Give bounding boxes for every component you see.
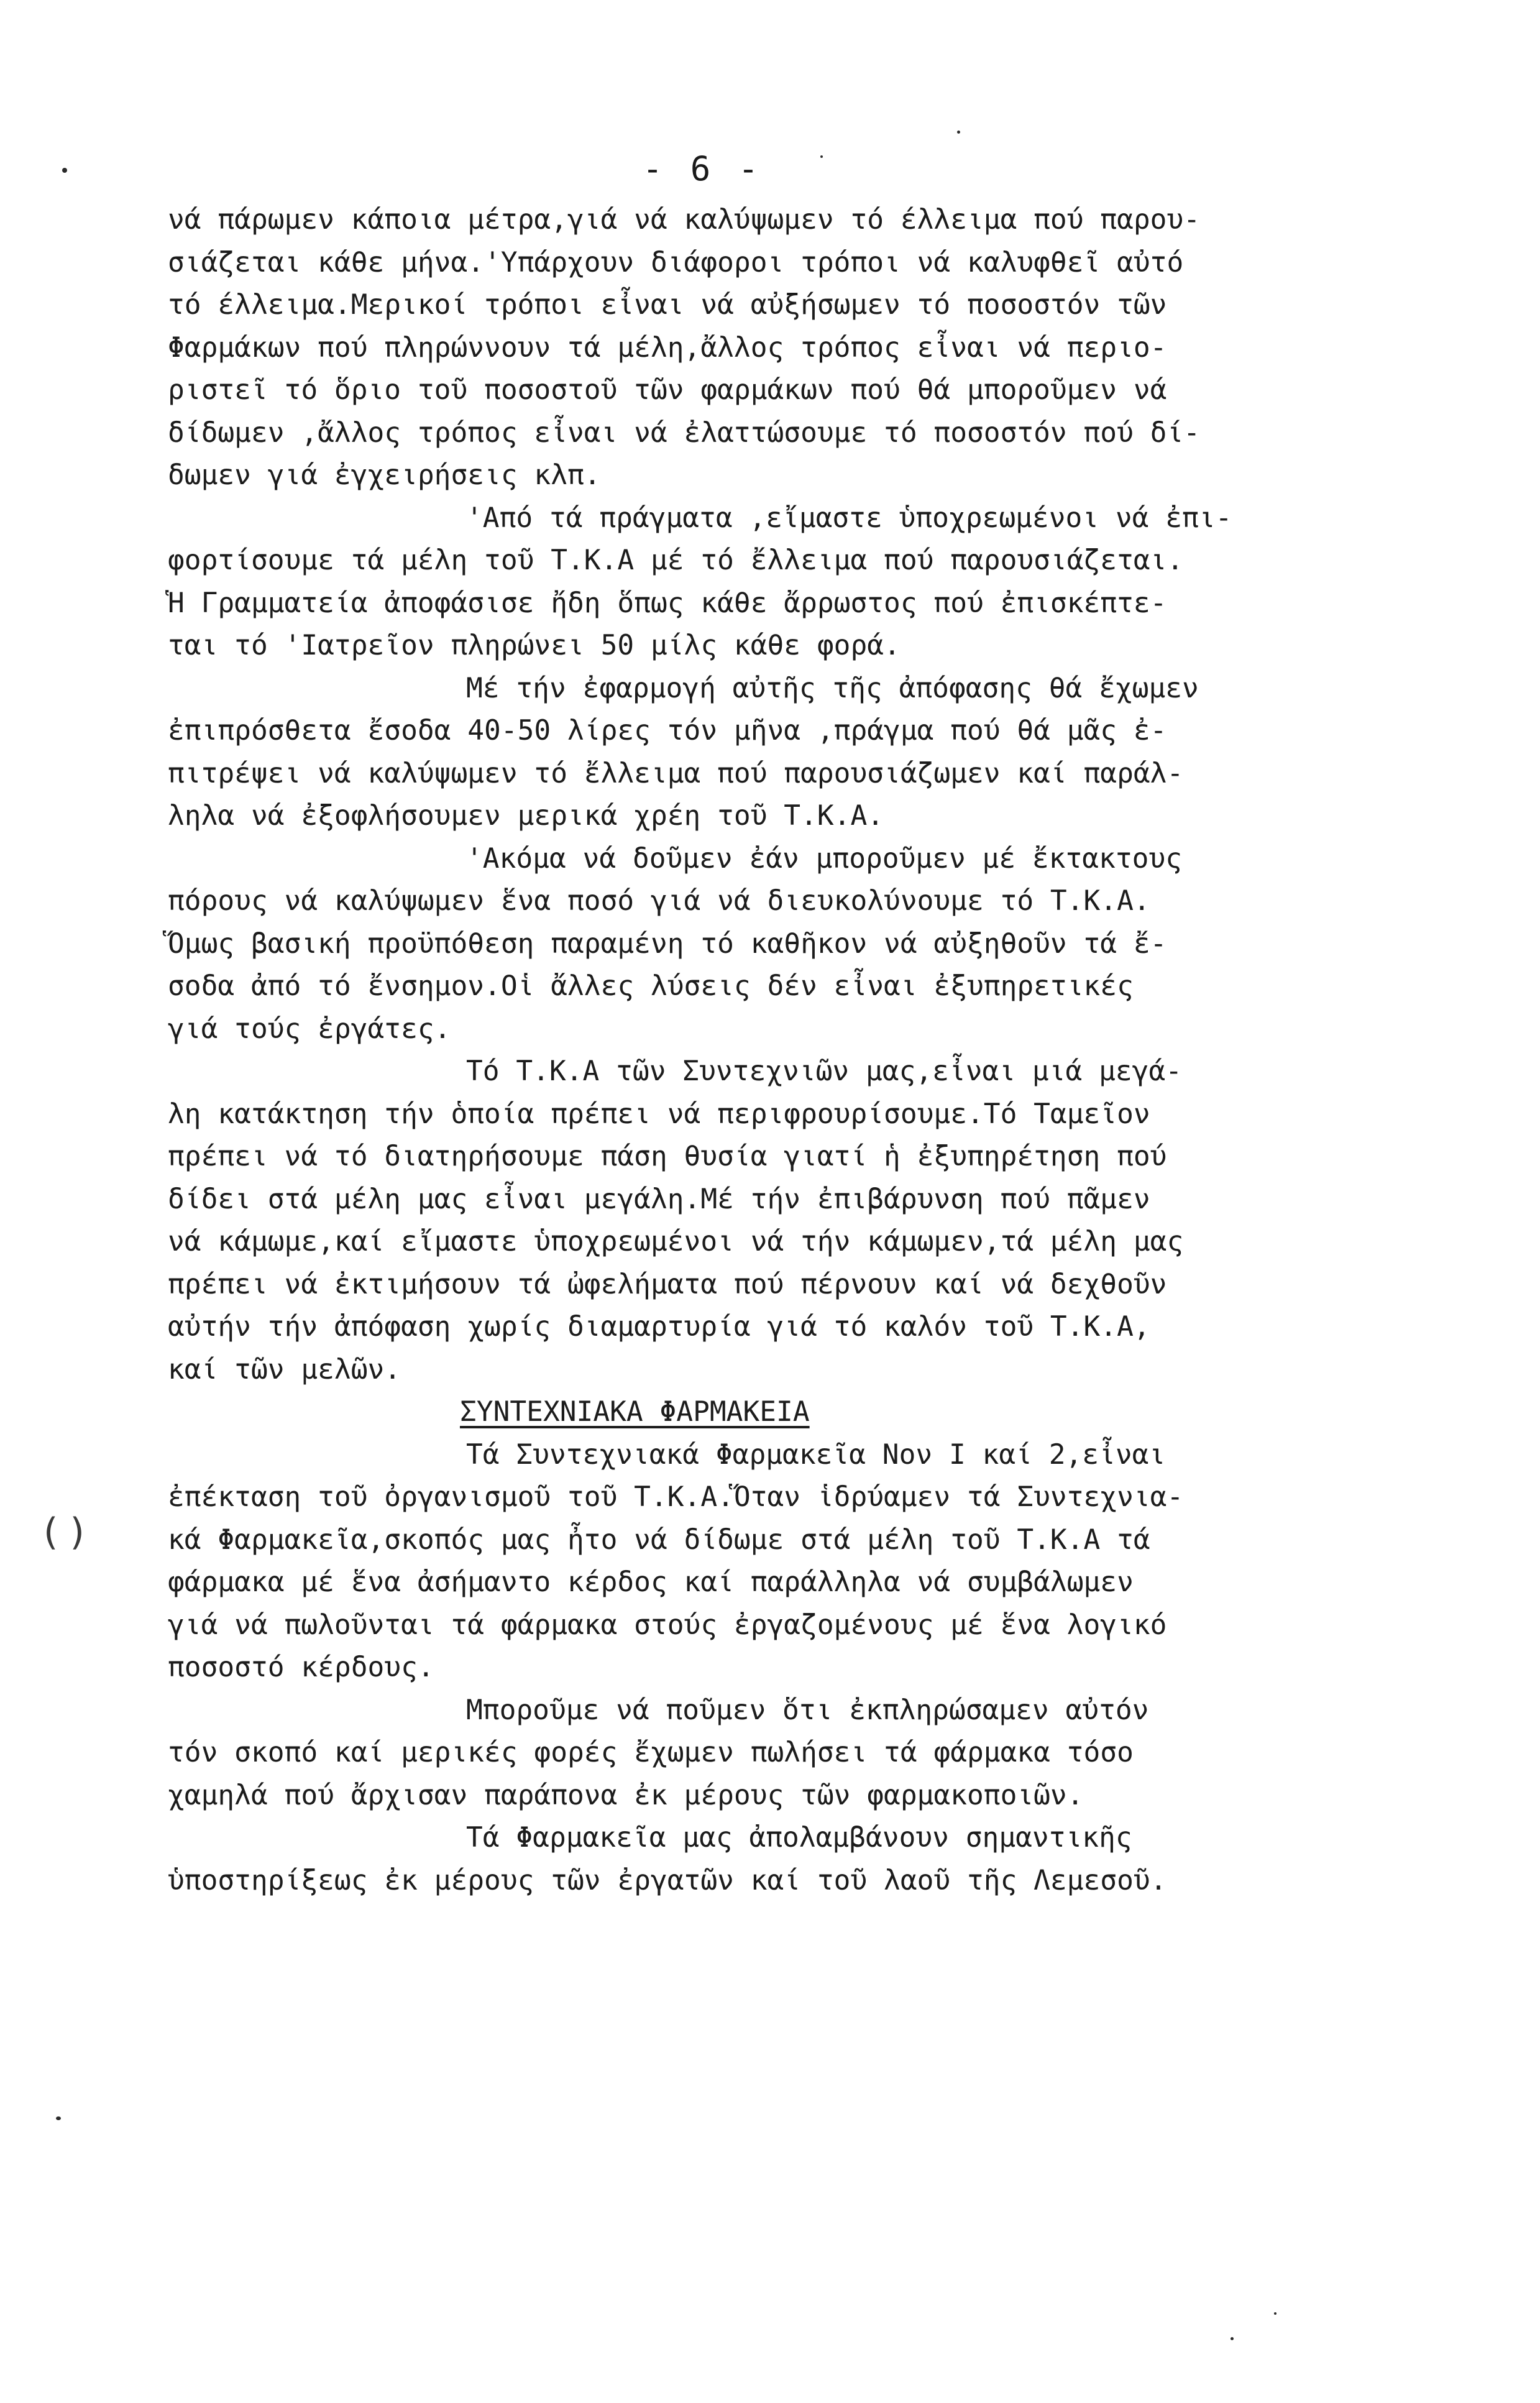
body-text — [168, 199, 1349, 1902]
text-line: 'Από τά πράγματα ,εἴμαστε ὑποχρεωμένοι νά ἐπι- — [466, 502, 1232, 534]
scan-speck — [56, 2116, 61, 2120]
text-line: δωμεν γιά ἐγχειρήσεις κλπ. — [168, 459, 601, 491]
text-line: ληλα νά ἐξοφλήσουμεν μερικά χρέη τοῦ Τ.Κ.Α. — [168, 800, 884, 832]
text-line: κά Φαρμακεῖα,σκοπός μας ἦτο νά δίδωμε στά μέλη τοῦ Τ.Κ.Α τά — [168, 1523, 1150, 1556]
text-line: λη κατάκτηση τήν ὁποία πρέπει νά περιφρουρίσουμε.Τό Ταμεῖον — [168, 1098, 1150, 1130]
page-number: - 6 - — [642, 149, 763, 188]
text-line: σοδα ἀπό τό ἔνσημον.Οἱ ἄλλες λύσεις δέν εἶναι ἐξυπηρετικές — [168, 970, 1134, 1002]
text-line: Τά Φαρμακεῖα μας ἀπολαμβάνουν σημαντικῆς — [466, 1822, 1132, 1854]
text-line: ποσοστό κέρδους. — [168, 1652, 434, 1683]
text-line: φάρμακα μέ ἕνα ἀσήμαντο κέρδος καί παράλληλα νά συμβάλωμεν — [168, 1566, 1134, 1598]
text-line: γιά νά πωλοῦνται τά φάρμακα στούς ἐργαζομένους μέ ἕνα λογικό — [168, 1609, 1167, 1641]
text-line: ἐπέκταση τοῦ ὀργανισμοῦ τοῦ Τ.Κ.Α.Ὅταν ἱδρύαμεν τά Συντεχνια- — [168, 1481, 1184, 1513]
text-line: αὐτήν τήν ἀπόφαση χωρίς διαμαρτυρία γιά τό καλόν τοῦ Τ.Κ.Α, — [168, 1311, 1150, 1343]
text-line: φορτίσουμε τά μέλη τοῦ Τ.Κ.Α μέ τό ἔλλειμα πού παρουσιάζεται. — [168, 544, 1184, 576]
text-line: Μποροῦμε νά ποῦμεν ὅτι ἐκπληρώσαμεν αὐτόν — [466, 1694, 1149, 1726]
scan-speck — [1274, 2312, 1276, 2315]
text-line: τόν σκοπό καί μερικές φορές ἔχωμεν πωλήσει τά φάρμακα τόσο — [168, 1737, 1134, 1768]
text-line: 'Ακόμα νά δοῦμεν ἐάν μποροῦμεν μέ ἔκτακτους — [466, 842, 1183, 875]
text-line: Ἡ Γραμματεία ἀποφάσισε ἤδη ὅπως κάθε ἄρρωστος πού ἐπισκέπτε- — [168, 587, 1167, 619]
text-line: τό έλλειμα.Μερικοί τρόποι εἶναι νά αὐξήσωμεν τό ποσοστόν τῶν — [168, 289, 1167, 321]
text-line: Τά Συντεχνιακά Φαρμακεῖα Νον Ι καί 2,εἶναι — [466, 1438, 1166, 1471]
text-line: νά πάρωμεν κάποια μέτρα,γιά νά καλύψωμεν τό έλλειμα πού παρου- — [168, 204, 1201, 236]
text-line: δίδωμεν ,ἄλλος τρόπος εἶναι νά ἐλαττώσουμε τό ποσοστόν πού δί- — [168, 416, 1201, 449]
text-line: νά κάμωμε,καί εἴμαστε ὑποχρεωμένοι νά τήν κάμωμεν,τά μέλη μας — [168, 1226, 1184, 1257]
text-line: πρέπει νά τό διατηρήσουμε πάση θυσία γιατί ἡ ἐξυπηρέτηση πού — [168, 1141, 1167, 1172]
text-line: ριστεῖ τό ὅριο τοῦ ποσοστοῦ τῶν φαρμάκων πού θά μποροῦμεν νά — [168, 374, 1167, 406]
text-line: γιά τούς ἐργάτες. — [168, 1013, 451, 1045]
section-heading: ΣΥΝΤΕΧΝΙΑΚΑ ΦΑΡΜΑΚΕΙΑ — [460, 1396, 810, 1428]
scan-speck — [62, 168, 67, 173]
text-line: Ὅμως βασική προϋπόθεση παραμένη τό καθῆκον νά αὐξηθοῦν τά ἔ- — [168, 927, 1167, 960]
text-line: Μέ τήν ἐφαρμογή αὐτῆς τῆς ἀπόφασης θά ἔχωμεν — [466, 672, 1199, 704]
text-line: καί τῶν μελῶν. — [168, 1353, 401, 1385]
text-line: πόρους νά καλύψωμεν ἕνα ποσό γιά νά διευκολύνουμε τό Τ.Κ.Α. — [168, 885, 1150, 917]
text-line: ται τό 'Ιατρεῖον πληρώνει 50 μίλς κάθε φορά. — [168, 630, 901, 661]
text-line: Τό Τ.Κ.Α τῶν Συντεχνιῶν μας,εἶναι μιά μεγά- — [466, 1055, 1183, 1087]
text-line: χαμηλά πού ἄρχισαν παράπονα ἐκ μέρους τῶν φαρμακοποιῶν. — [168, 1779, 1084, 1811]
text-line: Φαρμάκων πού πληρώννουν τά μέλη,ἄλλος τρόπος εἶναι νά περιο- — [168, 331, 1167, 364]
text-line: πιτρέψει νά καλύψωμεν τό ἔλλειμα πού παρουσιάζωμεν καί παράλ- — [168, 757, 1184, 789]
scan-speck — [1231, 2337, 1234, 2340]
text-line: ἐπιπρόσθετα ἔσοδα 40-50 λίρες τόν μῆνα ,πράγμα πού θά μᾶς ἐ- — [168, 715, 1167, 747]
margin-mark: ( ) — [44, 1510, 85, 1554]
text-line: δίδει στά μέλη μας εἶναι μεγάλη.Μέ τήν ἐπιβάρυνση πού πᾶμεν — [168, 1183, 1150, 1215]
text-line: πρέπει νά ἐκτιμήσουν τά ὠφελήματα πού πέρνουν καί νά δεχθοῦν — [168, 1268, 1167, 1300]
scan-speck — [957, 131, 960, 134]
text-line: σιάζεται κάθε μήνα.'Υπάρχουν διάφοροι τρόποι νά καλυφθεῖ αὐτό — [168, 246, 1184, 278]
text-line: ὑποστηρίξεως ἐκ μέρους τῶν ἐργατῶν καί τοῦ λαοῦ τῆς Λεμεσοῦ. — [168, 1864, 1167, 1896]
scan-speck — [820, 155, 823, 158]
